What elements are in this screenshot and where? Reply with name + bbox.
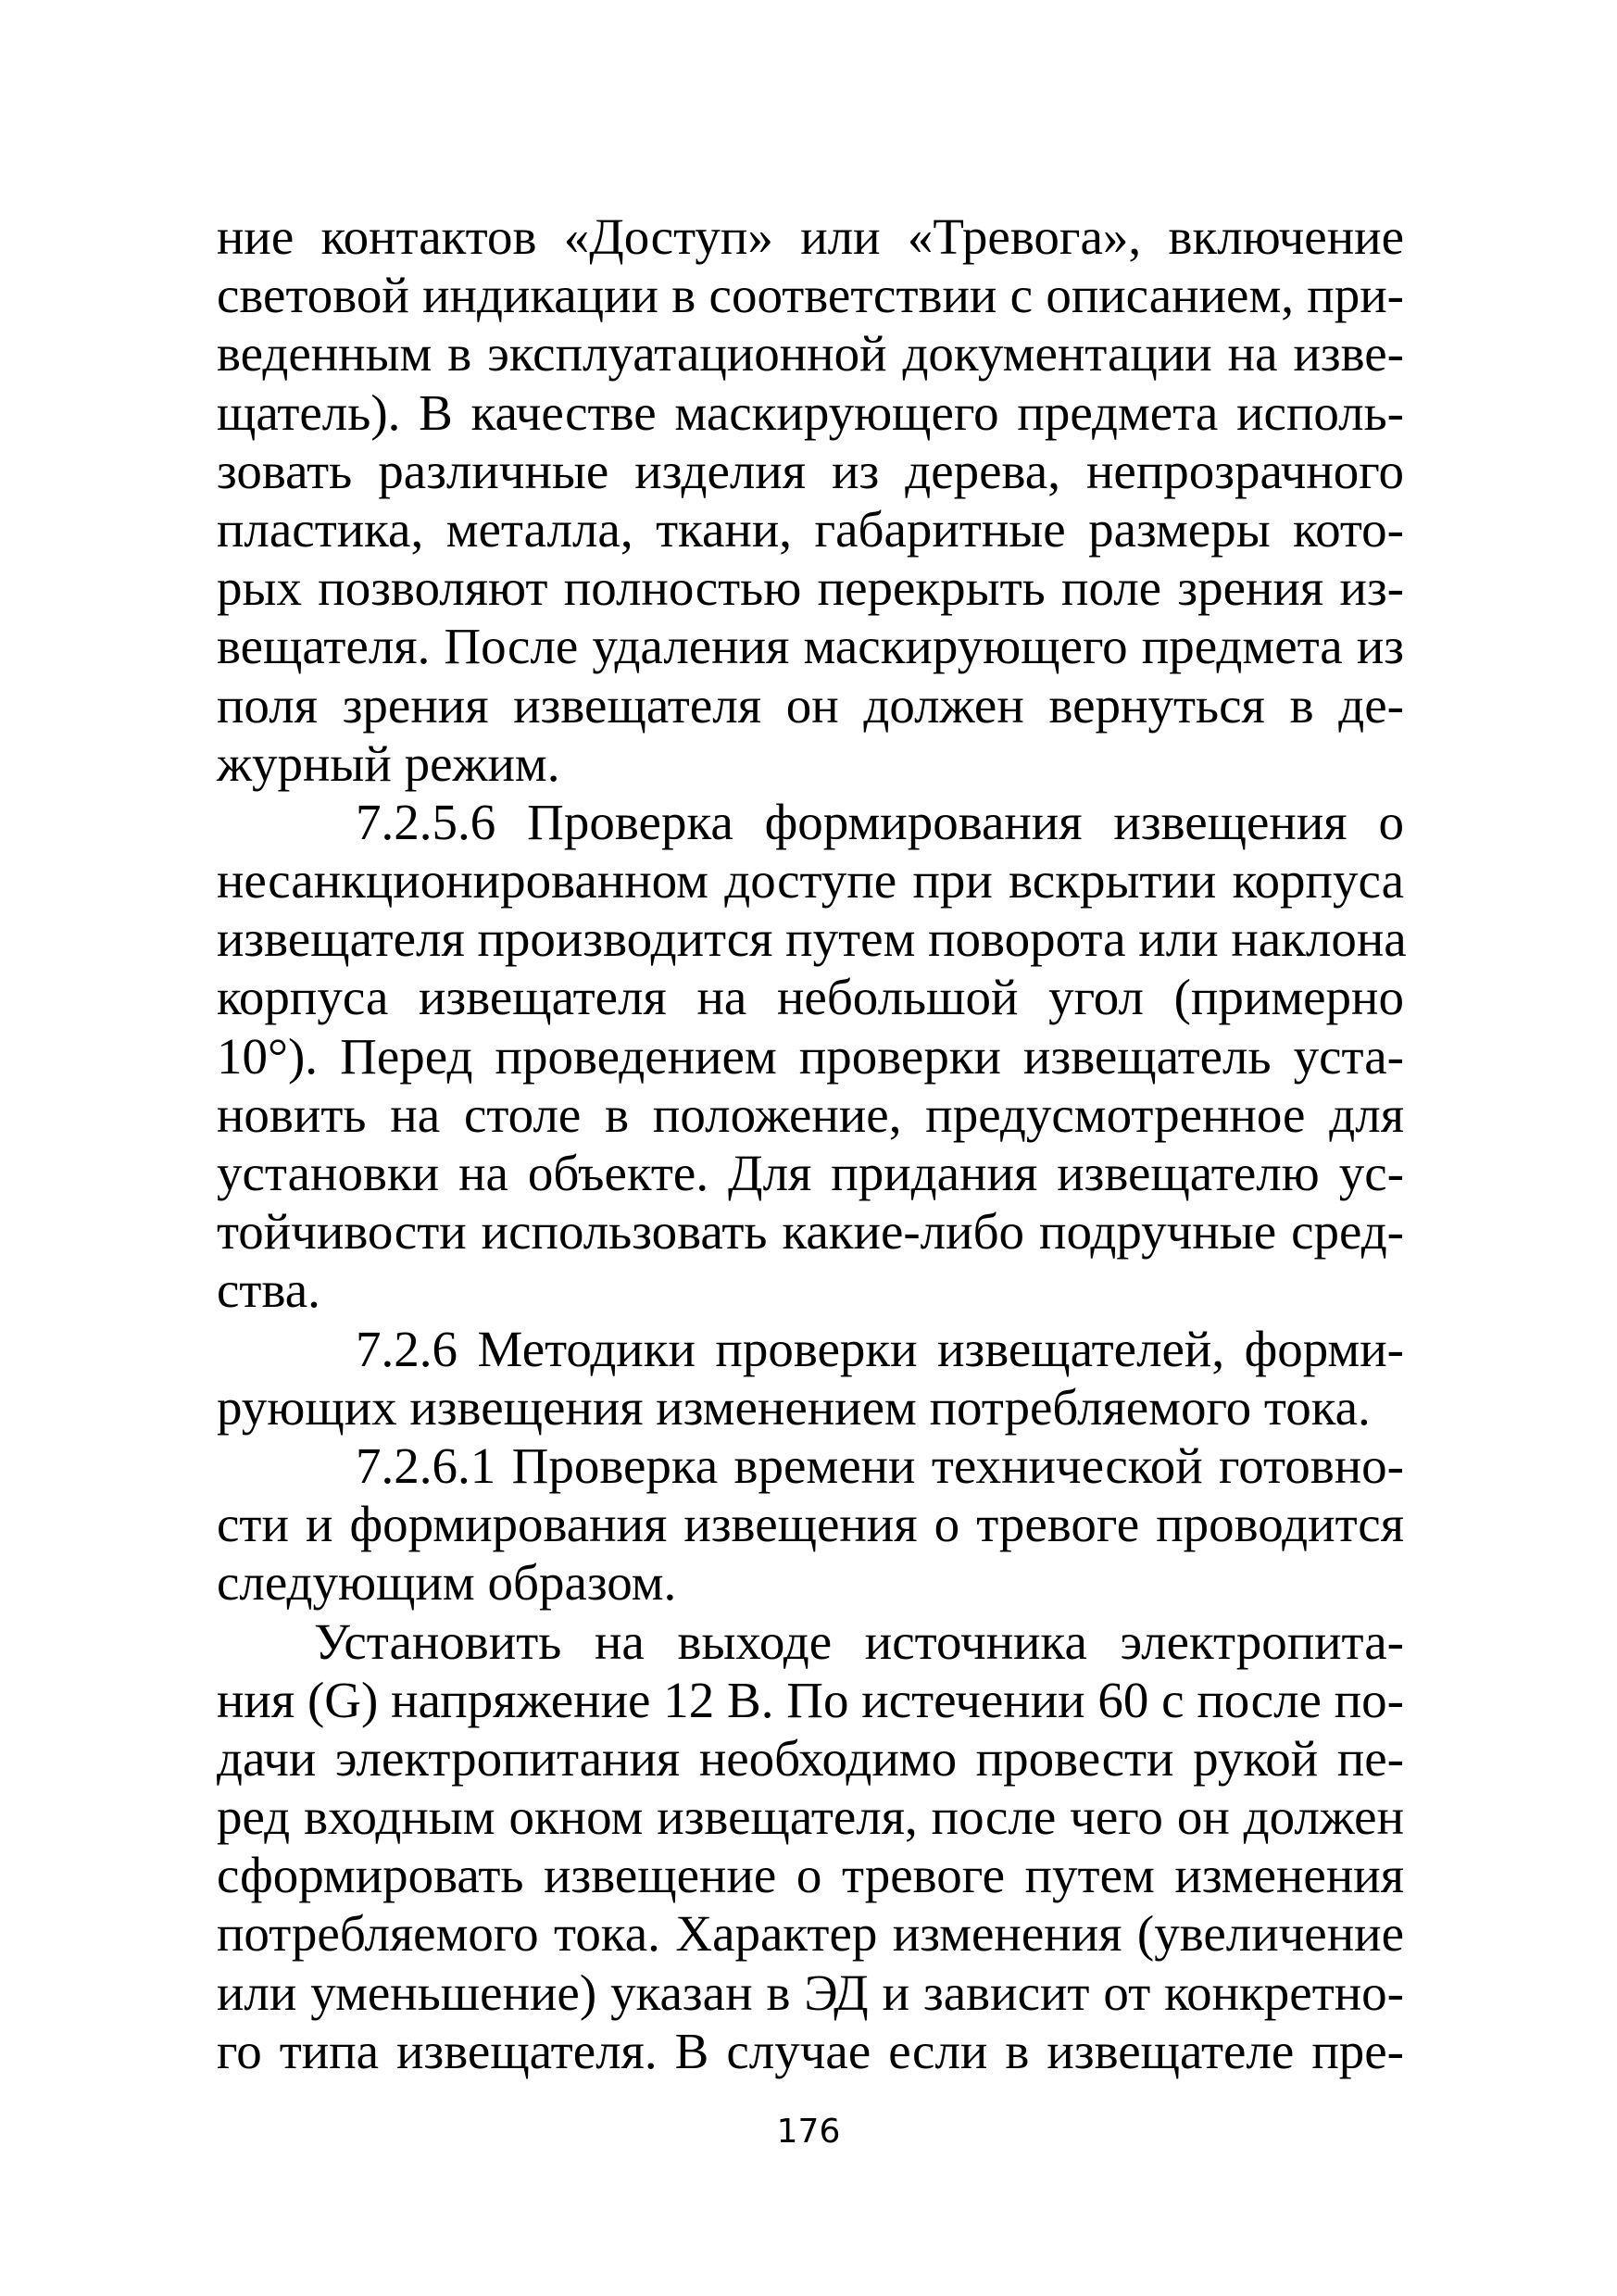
text-line: ред входным окном извещателя, после чего он должен [217, 1788, 1404, 1846]
text-line: ние контактов «Доступ» или «Тревога», включение [217, 208, 1404, 265]
text-line: сти и формирования извещения о тревоге проводится [217, 1496, 1404, 1553]
text-line: несанкционированном доступе при вскрытии корпуса [217, 852, 1404, 910]
paragraph-5 [217, 1612, 1404, 2081]
text-line: журный режим. [217, 734, 560, 792]
text-line: 7.2.6.1 Проверка времени технической готовно- [356, 1437, 1404, 1494]
text-line: зовать различные изделия из дерева, непрозрачного [217, 442, 1404, 499]
page-number: 176 [776, 2113, 841, 2151]
text-line: или уменьшение) указан в ЭД и зависит от конкретно- [217, 1964, 1404, 2021]
paragraph-4 [217, 1437, 1404, 1612]
body-text [217, 207, 1407, 2080]
text-line: рующих извещения изменением потребляемого тока. [217, 1378, 1371, 1436]
text-line: корпуса извещателя на небольшой угол (примерно [217, 969, 1404, 1026]
text-line: пластика, металла, ткани, габаритные размеры кото- [217, 500, 1404, 558]
text-line: новить на столе в положение, предусмотренное для [217, 1085, 1404, 1143]
text-line: потребляемого тока. Характер изменения (увеличение [217, 1905, 1404, 1963]
text-line: дачи электропитания необходимо провести рукой пе- [217, 1729, 1404, 1787]
text-line: 10°). Перед проведением проверки извещатель уста- [217, 1027, 1404, 1085]
text-line: ния (G) напряжение 12 В. По истечении 60 с после по- [217, 1671, 1404, 1728]
text-line: извещателя производится путем поворота или наклона [217, 910, 1407, 968]
text-line: тойчивости использовать какие-либо подручные сред- [217, 1203, 1404, 1261]
paragraph-2 [217, 793, 1407, 1320]
paragraph-1 [217, 207, 1404, 793]
text-line: следующим образом. [217, 1554, 677, 1612]
text-line: го типа извещателя. В случае если в извещателе пре- [217, 2022, 1404, 2079]
text-line: сформировать извещение о тревоге путем изменения [217, 1847, 1404, 1904]
text-line: поля зрения извещателя он должен вернуться в де- [217, 676, 1404, 734]
text-line: Установить на выходе источника электропита- [314, 1612, 1404, 1670]
text-line: ства. [217, 1261, 320, 1319]
text-line: 7.2.6 Методики проверки извещателей, форми- [356, 1320, 1404, 1377]
text-line: вещателя. После удаления маскирующего предмета из [217, 618, 1404, 675]
text-line: веденным в эксплуатационной документации на изве- [217, 325, 1404, 383]
text-line: установки на объекте. Для придания извещателю ус- [217, 1145, 1404, 1201]
paragraph-3 [217, 1320, 1404, 1437]
text-line: 7.2.5.6 Проверка формирования извещения о [356, 793, 1404, 850]
text-line: световой индикации в соответствии с описанием, при- [217, 267, 1404, 324]
text-line: рых позволяют полностью перекрыть поле зрения из- [217, 559, 1404, 617]
text-line: щатель). В качестве маскирующего предмета исполь- [217, 383, 1404, 441]
